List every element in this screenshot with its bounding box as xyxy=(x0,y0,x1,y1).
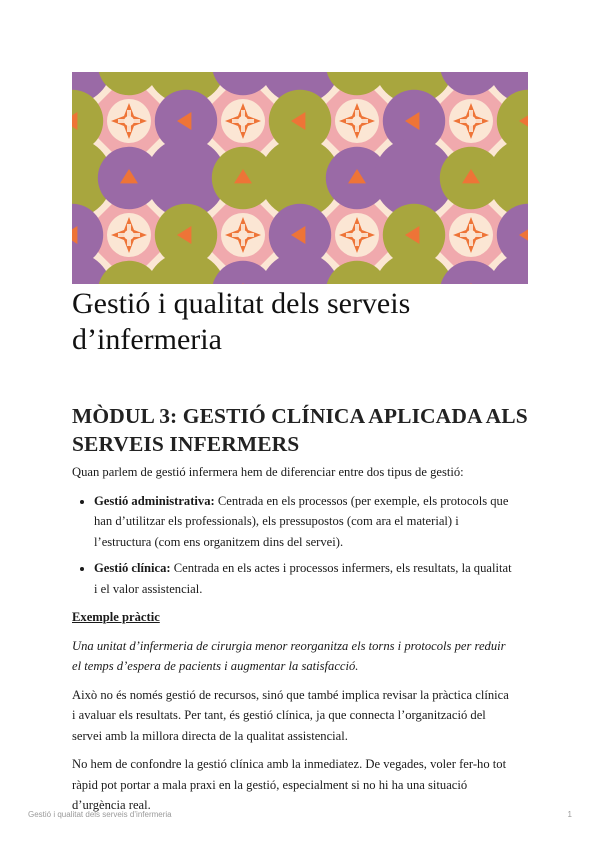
footer-page-number: 1 xyxy=(567,810,572,819)
list-item xyxy=(94,491,512,553)
management-types-list xyxy=(72,491,512,600)
body-paragraph: Això no és només gestió de recursos, sinó que també implica revisar la pràctica clínica i avaluar els resultats. Per tant, és gestió clínica, ja que connecta l’organització del servei amb la millora directa de la qualitat assistencial. xyxy=(72,687,509,743)
list-item-text: Centrada en els processos (per exemple, els protocols que han d’utilitzar els professionals), els pressupostos (com ara el material) i l’estructura (com ens organitzem dins del servei). xyxy=(94,493,509,549)
geometric-pattern-image xyxy=(72,72,528,284)
list-item-term: Gestió clínica: xyxy=(94,561,171,575)
example-text: Una unitat d’infermeria de cirurgia menor reorganitza els torns i protocols per reduir el temps d’espera de pacients i augmentar la satisfacció. xyxy=(72,638,506,673)
list-item-term: Gestió administrativa: xyxy=(94,493,215,508)
footer-document-title: Gestió i qualitat dels serveis d’infermeria xyxy=(28,810,172,819)
module-heading: MÒDUL 3: GESTIÓ CLÍNICA APLICADA ALS SERVEIS INFERMERS xyxy=(72,404,528,456)
example-label: Exemple pràctic xyxy=(72,610,160,624)
list-item xyxy=(94,558,512,599)
list-item-text: Centrada en els actes i processos infermers, els resultats, la qualitat i el valor assistencial. xyxy=(94,561,512,596)
intro-paragraph: Quan parlem de gestió infermera hem de diferenciar entre dos tipus de gestió: xyxy=(72,465,464,479)
body-paragraph: No hem de confondre la gestió clínica amb la inmediatez. De vegades, voler fer-ho tot ràpid pot portar a mala praxi en la gestió, especialment si no hi ha una situació d’urgència real. xyxy=(72,757,507,812)
document-body xyxy=(72,462,512,824)
header-banner-pattern xyxy=(72,72,528,284)
document-title: Gestió i qualitat dels serveis d’infermeria xyxy=(72,287,411,356)
